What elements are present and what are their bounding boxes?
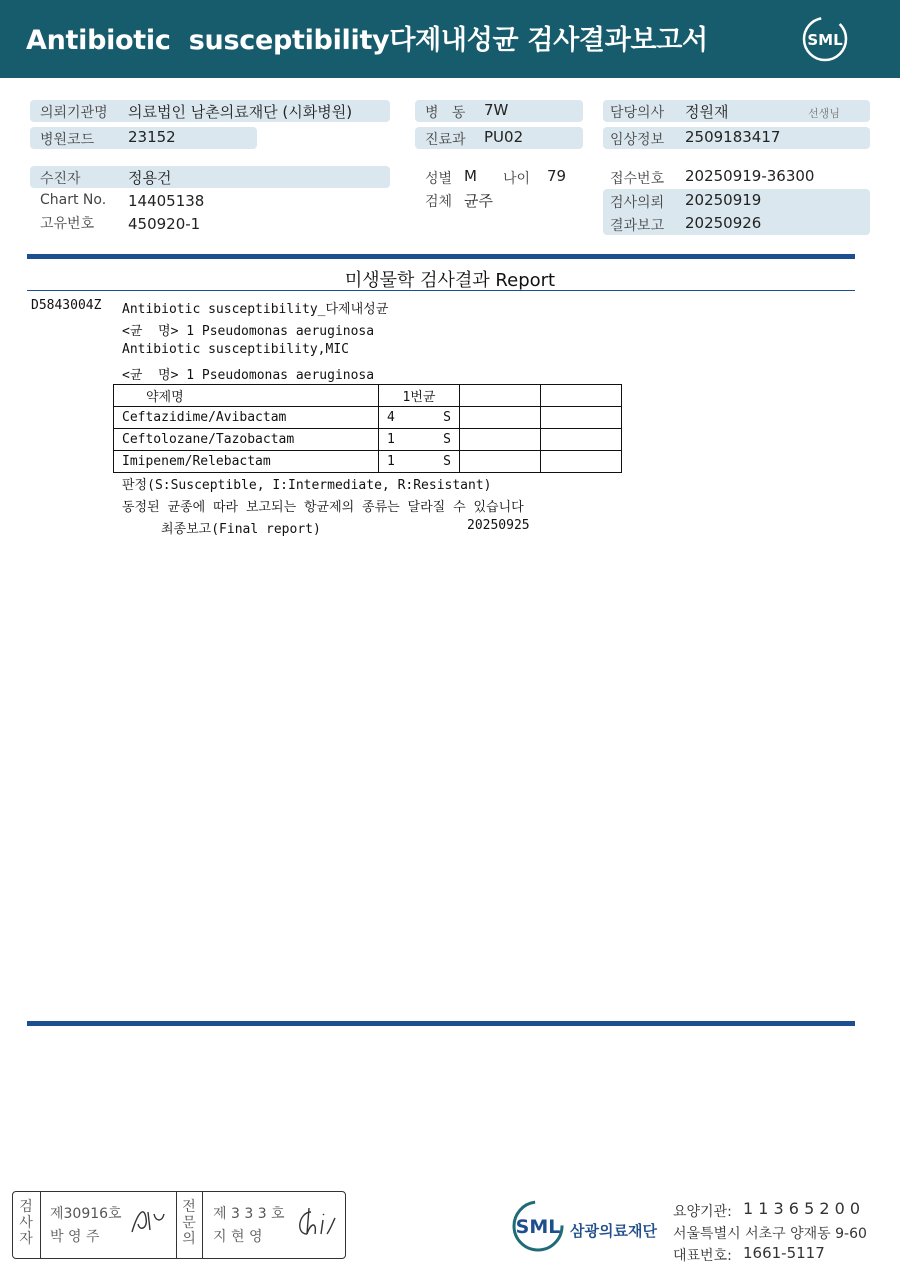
receipt-value: 20250919-36300 <box>685 167 815 185</box>
facility-code-label: 요양기관: <box>673 1204 732 1220</box>
table-row <box>114 429 622 451</box>
report-line-2: <균 명> 1 Pseudomonas aeruginosa <box>122 324 375 339</box>
mic-value: 1 <box>387 432 395 447</box>
sex-label: 성별 <box>425 171 453 187</box>
header-col-4 <box>541 385 622 407</box>
interp-value: S <box>443 454 451 469</box>
org-address: 서울특별시 서초구 양재동 9-60 <box>673 1226 867 1242</box>
table-row <box>114 407 622 429</box>
hospital-code-value: 23152 <box>128 128 176 146</box>
receipt-label: 접수번호 <box>610 171 665 187</box>
specimen-value: 균주 <box>464 192 493 210</box>
institution-value: 의료법인 남촌의료재단 (시화병원) <box>128 103 353 121</box>
drug-name: Imipenem/Relebactam <box>114 451 379 473</box>
mic-cell <box>379 451 460 473</box>
bottom-rule <box>27 1021 855 1026</box>
unique-label: 고유번호 <box>40 216 95 232</box>
org-logo <box>510 1198 570 1258</box>
age-value: 79 <box>547 167 567 185</box>
sig1-number: 제30916호 <box>50 1206 122 1222</box>
sig-divider <box>202 1192 203 1258</box>
doctor-value: 정원재 <box>685 103 729 121</box>
chart-label: Chart No. <box>40 192 107 208</box>
interp-value: S <box>443 410 451 425</box>
unique-value: 450920-1 <box>128 215 201 233</box>
org-name: 삼광의료재단 <box>570 1222 657 1240</box>
sig2-number: 제 3 3 3 호 <box>213 1206 285 1222</box>
mic-cell <box>379 407 460 429</box>
header-drug: 약제명 <box>114 385 379 407</box>
top-rule <box>27 254 855 259</box>
report-heading: 미생물학 검사결과 Report <box>344 270 556 291</box>
hospital-code-label: 병원코드 <box>40 132 95 148</box>
mic-cell <box>379 429 460 451</box>
clinical-value: 2509183417 <box>685 128 781 146</box>
sig2-name: 지 현 영 <box>213 1229 263 1245</box>
header-col-3 <box>460 385 541 407</box>
result-value: 20250926 <box>685 214 762 232</box>
sig2-title: 전 문 의 <box>182 1199 196 1247</box>
drug-name: Ceftazidime/Avibactam <box>114 407 379 429</box>
test-code: D5843004Z <box>31 298 102 313</box>
ward-value: 7W <box>484 101 509 119</box>
doctor-label: 담당의사 <box>610 105 665 121</box>
request-label: 검사의뢰 <box>610 195 665 211</box>
sex-value: M <box>464 167 477 185</box>
empty-cell <box>460 451 541 473</box>
empty-cell <box>460 407 541 429</box>
ward-label: 병 동 <box>425 105 466 121</box>
result-label: 결과보고 <box>610 218 665 234</box>
dept-value: PU02 <box>484 128 524 146</box>
sig1-signature-icon <box>128 1202 168 1242</box>
patient-label: 수진자 <box>40 171 81 187</box>
report-line-1: Antibiotic susceptibility_다제내성균 <box>122 302 389 317</box>
empty-cell <box>541 451 622 473</box>
mic-value: 1 <box>387 454 395 469</box>
age-label: 나이 <box>503 171 531 187</box>
table-row <box>114 451 622 473</box>
patient-box <box>30 166 390 188</box>
chart-value: 14405138 <box>128 192 205 210</box>
dept-label: 진료과 <box>425 132 466 148</box>
doctor-suffix: 선생님 <box>808 107 840 120</box>
phone-value: 1661-5117 <box>743 1244 825 1262</box>
interp-value: S <box>443 432 451 447</box>
empty-cell <box>541 429 622 451</box>
final-report-label: 최종보고(Final report) <box>161 522 321 537</box>
header-isolate-1: 1번균 <box>379 385 460 407</box>
susceptibility-table <box>113 384 622 473</box>
final-report-date: 20250925 <box>467 518 530 533</box>
sig-divider <box>176 1192 177 1258</box>
empty-cell <box>541 407 622 429</box>
report-line-4: <균 명> 1 Pseudomonas aeruginosa <box>122 368 375 383</box>
empty-cell <box>460 429 541 451</box>
mic-value: 4 <box>387 410 395 425</box>
phone-label: 대표번호: <box>673 1248 732 1264</box>
sig1-title: 검 사 자 <box>19 1199 33 1247</box>
report-title: Antibiotic susceptibility다제내성균 검사결과보고서 <box>26 25 708 56</box>
clinical-label: 임상정보 <box>610 132 665 148</box>
sig1-name: 박 영 주 <box>50 1229 100 1245</box>
patient-value: 정용건 <box>128 169 172 187</box>
sig-divider <box>40 1192 41 1258</box>
facility-code-value: 1 1 3 6 5 2 0 0 <box>743 1199 861 1218</box>
request-value: 20250919 <box>685 191 762 209</box>
sig2-signature-icon <box>293 1204 337 1244</box>
drug-name: Ceftolozane/Tazobactam <box>114 429 379 451</box>
org-logo-text: SML <box>515 1216 561 1238</box>
interpretation-legend: 판정(S:Susceptible, I:Intermediate, R:Resistant) <box>122 478 492 493</box>
report-note: 동정된 균종에 따라 보고되는 항균제의 종류는 달라질 수 있습니다 <box>122 500 524 515</box>
table-header-row <box>114 385 622 407</box>
specimen-label: 검체 <box>425 194 453 210</box>
institution-label: 의뢰기관명 <box>40 105 108 121</box>
sml-logo-icon <box>800 14 850 64</box>
sml-logo-text: SML <box>807 31 843 49</box>
report-line-3: Antibiotic susceptibility,MIC <box>122 342 349 357</box>
